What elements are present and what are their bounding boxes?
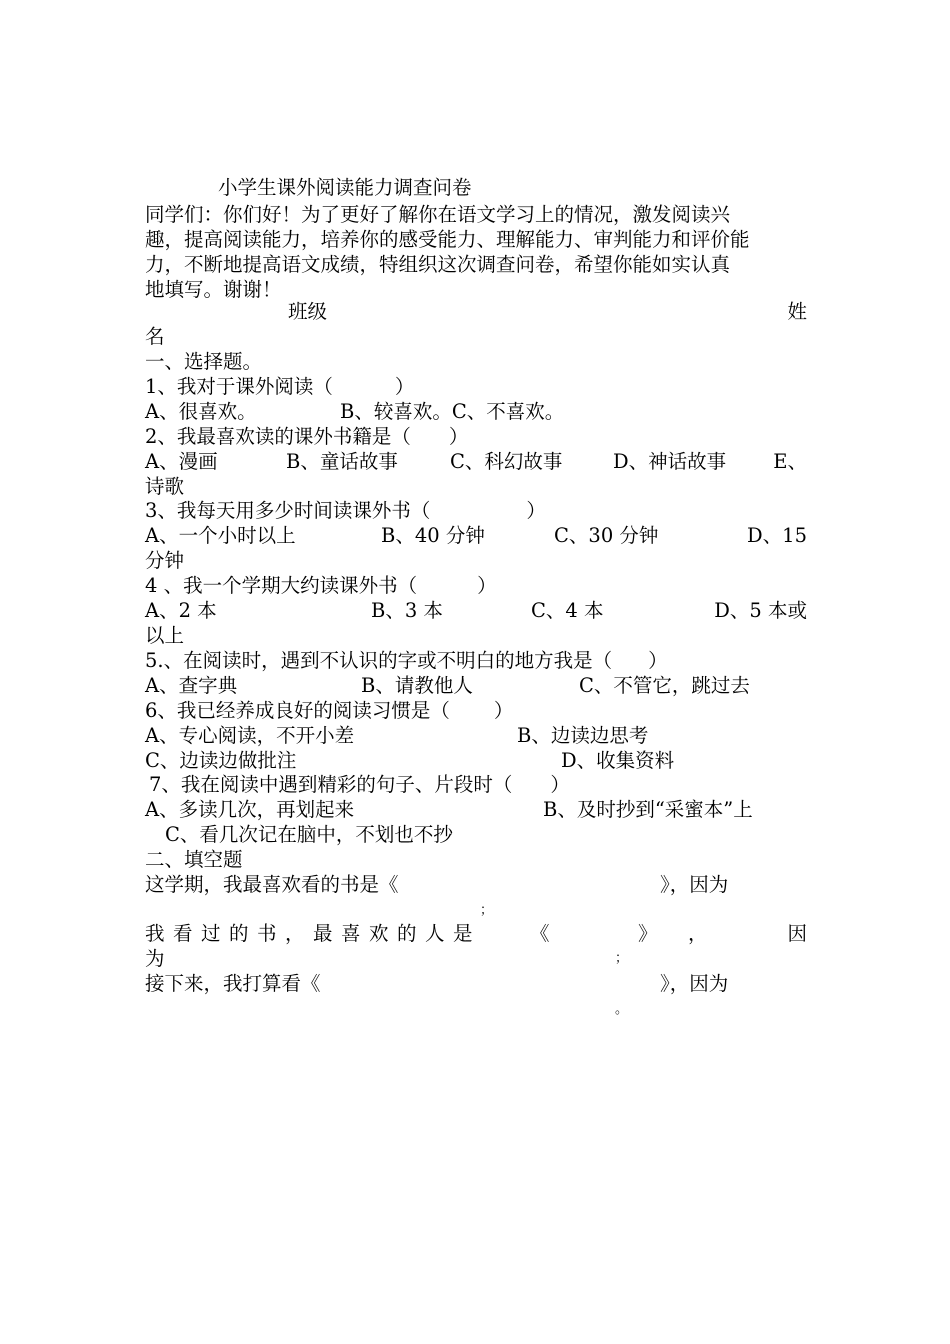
question-6-options-row-1	[145, 723, 807, 748]
q2-option-c[interactable]: C、科幻故事	[450, 450, 563, 473]
q3-option-d-continued: 分钟	[145, 549, 185, 572]
fill-2-wei: 为	[145, 947, 165, 970]
intro-line-2: 趣，提高阅读能力，培养你的感受能力、理解能力、审判能力和评价能	[145, 228, 750, 251]
question-6-options-row-2	[145, 748, 807, 773]
q7-option-b[interactable]: B、及时抄到“采蜜本”上	[543, 798, 753, 821]
fill-2-close-bracket: 》	[638, 922, 658, 945]
question-2-options	[145, 449, 807, 474]
question-6-close-paren: ）	[493, 699, 514, 722]
question-5-stem: 5.、在阅读时，遇到不认识的字或不明白的地方我是（	[145, 649, 613, 672]
fill-in-1	[145, 872, 807, 897]
q1-option-bc[interactable]: B、较喜欢。C、不喜欢。	[340, 400, 565, 423]
fill-2-char-8: 喜	[341, 922, 361, 945]
question-7-close-paren: ）	[550, 773, 570, 796]
question-3-stem: 3、我每天用多少时间读课外书（	[145, 499, 431, 522]
q2-option-b[interactable]: B、童话故事	[286, 450, 398, 473]
question-1	[145, 374, 414, 399]
fill-2-char-6: ，	[285, 922, 305, 945]
fill-2-char-2: 看	[173, 922, 193, 945]
intro-line-4: 地填写。谢谢！	[145, 278, 282, 301]
question-4-options	[145, 598, 807, 623]
q5-option-b[interactable]: B、请教他人	[361, 674, 473, 697]
question-4-stem: 4 、我一个学期大约读课外书（	[145, 574, 418, 597]
fill-2-end-mark: ；	[615, 951, 629, 966]
question-1-stem: 1、我对于课外阅读（	[145, 375, 333, 398]
name-label-part2: 名	[145, 325, 165, 348]
q2-option-e-continued: 诗歌	[145, 475, 185, 498]
fill-2-open-bracket: 《	[530, 922, 550, 945]
q6-option-d[interactable]: D、收集资料	[561, 749, 675, 772]
fill-1-prefix: 这学期，我最喜欢看的书是《	[145, 873, 399, 896]
fill-2-char-4: 的	[229, 922, 249, 945]
q4-option-c[interactable]: C、4 本	[531, 599, 604, 622]
question-6	[145, 698, 513, 723]
question-3-close-paren: ）	[526, 499, 546, 522]
name-label-part1: 姓	[787, 300, 807, 323]
fill-1-suffix: 》，因为	[660, 873, 729, 896]
class-label: 班级	[288, 300, 328, 323]
question-1-options	[145, 399, 807, 424]
fill-2-char-12: 是	[453, 922, 473, 945]
fill-2-person-blank[interactable]	[551, 921, 637, 946]
fill-3-book-blank[interactable]	[329, 971, 657, 996]
fill-in-3-end	[145, 997, 807, 1022]
fill-3-suffix: 》，因为	[660, 972, 729, 995]
q7-option-a[interactable]: A、多读几次，再划起来	[145, 798, 355, 821]
question-4-close-paren: ）	[477, 574, 497, 597]
question-5	[145, 648, 668, 673]
question-5-close-paren: ）	[648, 649, 668, 672]
fill-2-char-10: 的	[397, 922, 417, 945]
question-2-close-paren: ）	[448, 425, 469, 448]
fill-3-end-mark: 。	[615, 1002, 629, 1017]
question-2	[145, 424, 468, 449]
q4-option-b[interactable]: B、3 本	[371, 599, 443, 622]
question-7-stem: 7、我在阅读中遇到精彩的句子、片段时（	[149, 773, 513, 796]
fill-2-yin: 因	[787, 922, 807, 945]
question-2-stem: 2、我最喜欢读的课外书籍是（	[145, 425, 411, 448]
section-multiple-choice: 一、选择题。	[145, 350, 263, 373]
fill-2-char-9: 欢	[369, 922, 389, 945]
fill-2-comma: ，	[688, 922, 708, 945]
fill-2-char-11: 人	[425, 922, 445, 945]
q2-option-e[interactable]: E、	[773, 450, 807, 473]
q4-option-a[interactable]: A、2 本	[145, 599, 217, 622]
question-4	[145, 573, 497, 598]
question-1-close-paren: ）	[394, 375, 415, 398]
q6-option-c[interactable]: C、边读边做批注	[145, 749, 297, 772]
fill-3-prefix: 接下来，我打算看《	[145, 972, 321, 995]
fill-2-char-3: 过	[201, 922, 221, 945]
section-fill-in: 二、填空题	[145, 848, 243, 871]
fill-2-char-5: 书	[257, 922, 277, 945]
q2-option-d[interactable]: D、神话故事	[613, 450, 727, 473]
intro-line-3: 力，不断地提高语文成绩，特组织这次调查问卷，希望你能如实认真	[145, 253, 731, 276]
question-3-options	[145, 523, 807, 548]
question-6-stem: 6、我已经养成良好的阅读习惯是（	[145, 699, 450, 722]
document-title: 小学生课外阅读能力调查问卷	[218, 176, 472, 199]
question-5-options	[145, 673, 807, 698]
q6-option-a[interactable]: A、专心阅读，不开小差	[145, 724, 355, 747]
q3-option-b[interactable]: B、40 分钟	[381, 524, 485, 547]
q3-option-a[interactable]: A、一个小时以上	[145, 524, 296, 547]
fill-1-book-blank[interactable]	[417, 872, 657, 897]
fill-in-2-continued	[145, 946, 807, 971]
q4-option-d[interactable]: D、5 本或	[714, 599, 807, 622]
fill-in-1-end	[145, 898, 807, 923]
question-3	[145, 498, 546, 523]
q2-option-a[interactable]: A、漫画	[145, 450, 218, 473]
fill-1-end-mark: ；	[480, 903, 494, 918]
class-name-row	[145, 299, 807, 324]
q5-option-a[interactable]: A、查字典	[145, 674, 238, 697]
fill-2-char-7: 最	[313, 922, 333, 945]
intro-line-1: 同学们：你们好！为了更好了解你在语文学习上的情况，激发阅读兴	[145, 203, 731, 226]
fill-in-3	[145, 971, 807, 996]
q5-option-c[interactable]: C、不管它，跳过去	[579, 674, 750, 697]
q1-option-a[interactable]: A、很喜欢。	[145, 400, 257, 423]
q6-option-b[interactable]: B、边读边思考	[517, 724, 649, 747]
q7-option-c[interactable]: C、看几次记在脑中，不划也不抄	[165, 823, 453, 846]
q3-option-d[interactable]: D、15	[747, 524, 807, 547]
fill-2-char-1: 我	[145, 922, 165, 945]
fill-in-2	[145, 921, 807, 946]
q3-option-c[interactable]: C、30 分钟	[554, 524, 659, 547]
question-7	[149, 772, 570, 797]
question-7-options-row-1	[145, 797, 807, 822]
q4-option-d-continued: 以上	[145, 624, 185, 647]
